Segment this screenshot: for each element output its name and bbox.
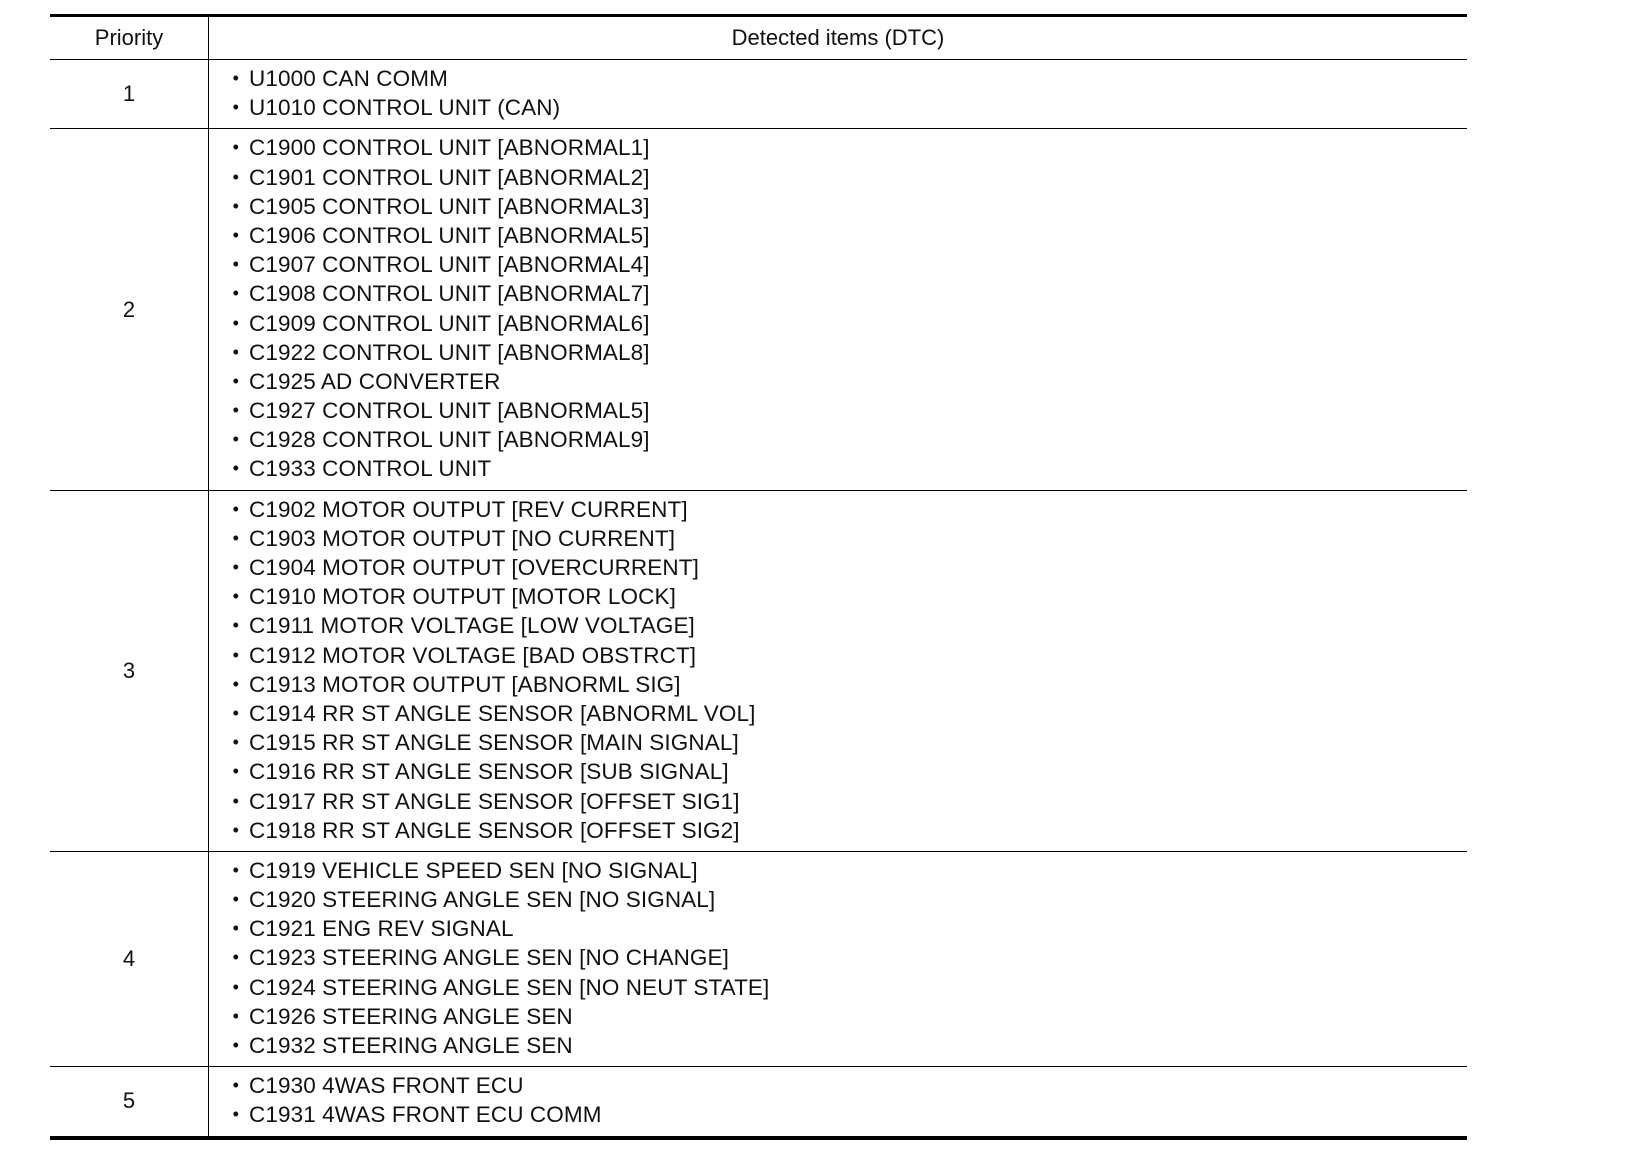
dtc-text: C1911 MOTOR VOLTAGE [LOW VOLTAGE] [249, 613, 695, 639]
dtc-text: C1933 CONTROL UNIT [249, 456, 492, 482]
bullet-icon: • [232, 68, 239, 88]
bullet-icon: • [232, 557, 239, 577]
dtc-text: C1908 CONTROL UNIT [ABNORMAL7] [249, 281, 650, 307]
detected-items-cell [209, 852, 1467, 1066]
dtc-list-item [209, 787, 1467, 816]
dtc-text: C1915 RR ST ANGLE SENSOR [MAIN SIGNAL] [249, 730, 739, 756]
dtc-text: C1916 RR ST ANGLE SENSOR [SUB SIGNAL] [249, 759, 729, 785]
table-row [50, 852, 1467, 1067]
bullet-icon: • [232, 761, 239, 782]
dtc-list [209, 133, 1467, 483]
dtc-list-item [209, 582, 1467, 611]
dtc-list-item [209, 670, 1467, 699]
priority-cell: 2 [50, 129, 209, 489]
dtc-list-item [209, 495, 1467, 524]
detected-items-cell [209, 129, 1467, 489]
bullet-icon: • [232, 458, 239, 479]
bullet-icon: • [232, 889, 239, 910]
dtc-text: C1912 MOTOR VOLTAGE [BAD OBSTRCT] [249, 642, 697, 668]
detected-items-column-header: Detected items (DTC) [731, 25, 945, 50]
dtc-list [209, 495, 1467, 845]
priority-cell: 3 [50, 491, 209, 851]
table-row [50, 129, 1467, 490]
bullet-icon: • [232, 947, 239, 968]
dtc-text: C1926 STEERING ANGLE SEN [249, 1003, 573, 1029]
dtc-list-item [209, 1100, 1467, 1129]
dtc-list-item [209, 885, 1467, 914]
priority-cell: 1 [50, 60, 209, 128]
dtc-text: C1904 MOTOR OUTPUT [OVERCURRENT] [249, 555, 699, 580]
priority-column-header: Priority [50, 17, 209, 59]
table-header-row [50, 17, 1467, 60]
dtc-list-item [209, 1071, 1467, 1100]
bullet-icon: • [232, 976, 239, 997]
dtc-text: C1932 STEERING ANGLE SEN [249, 1033, 573, 1058]
dtc-list-item [209, 454, 1467, 483]
dtc-text: C1903 MOTOR OUTPUT [NO CURRENT] [249, 525, 676, 551]
dtc-list-item [209, 338, 1467, 367]
dtc-list-item [209, 309, 1467, 338]
dtc-list-item [209, 396, 1467, 425]
dtc-text: C1907 CONTROL UNIT [ABNORMAL4] [249, 252, 650, 278]
bullet-icon: • [232, 400, 239, 421]
dtc-list-item [209, 163, 1467, 192]
dtc-text: C1902 MOTOR OUTPUT [REV CURRENT] [249, 496, 688, 522]
dtc-list-item [209, 914, 1467, 943]
dtc-text: C1901 CONTROL UNIT [ABNORMAL2] [249, 164, 650, 190]
dtc-text: C1924 STEERING ANGLE SEN [NO NEUT STATE] [249, 974, 770, 1000]
dtc-list-item [209, 133, 1467, 162]
dtc-text: C1917 RR ST ANGLE SENSOR [OFFSET SIG1] [249, 788, 740, 814]
bullet-icon: • [232, 97, 239, 118]
dtc-text: C1905 CONTROL UNIT [ABNORMAL3] [249, 193, 650, 219]
bullet-icon: • [232, 195, 239, 216]
dtc-list-item [209, 728, 1467, 757]
dtc-list-item [209, 943, 1467, 972]
dtc-list-item [209, 757, 1467, 786]
dtc-text: C1923 STEERING ANGLE SEN [NO CHANGE] [249, 945, 729, 971]
bullet-icon: • [232, 644, 239, 665]
bullet-icon: • [232, 859, 239, 880]
dtc-list-item [209, 279, 1467, 308]
detected-items-cell [209, 491, 1467, 851]
table-body [50, 60, 1467, 1136]
dtc-list-item [209, 425, 1467, 454]
priority-cell: 4 [50, 852, 209, 1066]
dtc-text: C1925 AD CONVERTER [249, 368, 501, 394]
dtc-priority-table [50, 14, 1467, 1140]
detected-items-cell [209, 1067, 1467, 1135]
priority-cell: 5 [50, 1067, 209, 1135]
bullet-icon: • [232, 918, 239, 939]
dtc-text: C1910 MOTOR OUTPUT [MOTOR LOCK] [249, 584, 676, 610]
dtc-text: C1931 4WAS FRONT ECU COMM [249, 1102, 602, 1128]
dtc-text: U1010 CONTROL UNIT (CAN) [249, 95, 561, 121]
dtc-text: C1921 ENG REV SIGNAL [249, 916, 514, 942]
dtc-list-item [209, 611, 1467, 640]
dtc-list-item [209, 1002, 1467, 1031]
table-row [50, 1067, 1467, 1135]
dtc-list-item [209, 93, 1467, 122]
dtc-list-item [209, 524, 1467, 553]
bullet-icon: • [232, 1035, 239, 1055]
bullet-icon: • [232, 1005, 239, 1026]
dtc-list-item [209, 641, 1467, 670]
dtc-text: C1922 CONTROL UNIT [ABNORMAL8] [249, 339, 650, 365]
table-row [50, 491, 1467, 852]
bullet-icon: • [232, 702, 239, 723]
dtc-list-item [209, 816, 1467, 845]
dtc-list-item [209, 221, 1467, 250]
bullet-icon: • [232, 673, 239, 694]
bullet-icon: • [232, 224, 239, 245]
dtc-text: C1928 CONTROL UNIT [ABNORMAL9] [249, 427, 650, 453]
dtc-text: C1914 RR ST ANGLE SENSOR [ABNORML VOL] [249, 700, 756, 726]
bullet-icon: • [232, 341, 239, 362]
dtc-text: C1920 STEERING ANGLE SEN [NO SIGNAL] [249, 887, 716, 913]
dtc-text: C1900 CONTROL UNIT [ABNORMAL1] [249, 135, 650, 161]
dtc-list-item [209, 367, 1467, 396]
dtc-list-item [209, 856, 1467, 885]
bullet-icon: • [232, 1104, 239, 1125]
dtc-text: U1000 CAN COMM [249, 66, 448, 91]
dtc-text: C1930 4WAS FRONT ECU [249, 1073, 524, 1099]
bullet-icon: • [232, 166, 239, 187]
dtc-text: C1918 RR ST ANGLE SENSOR [OFFSET SIG2] [249, 817, 740, 843]
bullet-icon: • [232, 586, 239, 607]
bullet-icon: • [232, 615, 239, 636]
bullet-icon: • [232, 254, 239, 275]
bullet-icon: • [232, 527, 239, 548]
bullet-icon: • [232, 790, 239, 811]
dtc-list-item [209, 1031, 1467, 1060]
dtc-list-item [209, 64, 1467, 93]
bullet-icon: • [232, 370, 239, 391]
dtc-list-item [209, 192, 1467, 221]
dtc-list [209, 64, 1467, 122]
bullet-icon: • [232, 1075, 239, 1096]
table-bottom-rule [50, 1136, 1467, 1140]
bullet-icon: • [232, 283, 239, 304]
dtc-text: C1913 MOTOR OUTPUT [ABNORML SIG] [249, 671, 681, 697]
dtc-list-item [209, 250, 1467, 279]
bullet-icon: • [232, 498, 239, 519]
bullet-icon: • [232, 819, 239, 840]
table-row [50, 60, 1467, 129]
bullet-icon: • [232, 312, 239, 333]
bullet-icon: • [232, 429, 239, 450]
dtc-list-item [209, 973, 1467, 1002]
dtc-list [209, 856, 1467, 1060]
bullet-icon: • [232, 732, 239, 753]
dtc-list-item [209, 553, 1467, 582]
dtc-list [209, 1071, 1467, 1129]
dtc-text: C1906 CONTROL UNIT [ABNORMAL5] [249, 222, 650, 248]
dtc-list-item [209, 699, 1467, 728]
dtc-text: C1909 CONTROL UNIT [ABNORMAL6] [249, 310, 650, 336]
bullet-icon: • [232, 137, 239, 158]
dtc-text: C1919 VEHICLE SPEED SEN [NO SIGNAL] [249, 857, 698, 883]
dtc-text: C1927 CONTROL UNIT [ABNORMAL5] [249, 398, 650, 424]
detected-items-cell [209, 60, 1467, 128]
